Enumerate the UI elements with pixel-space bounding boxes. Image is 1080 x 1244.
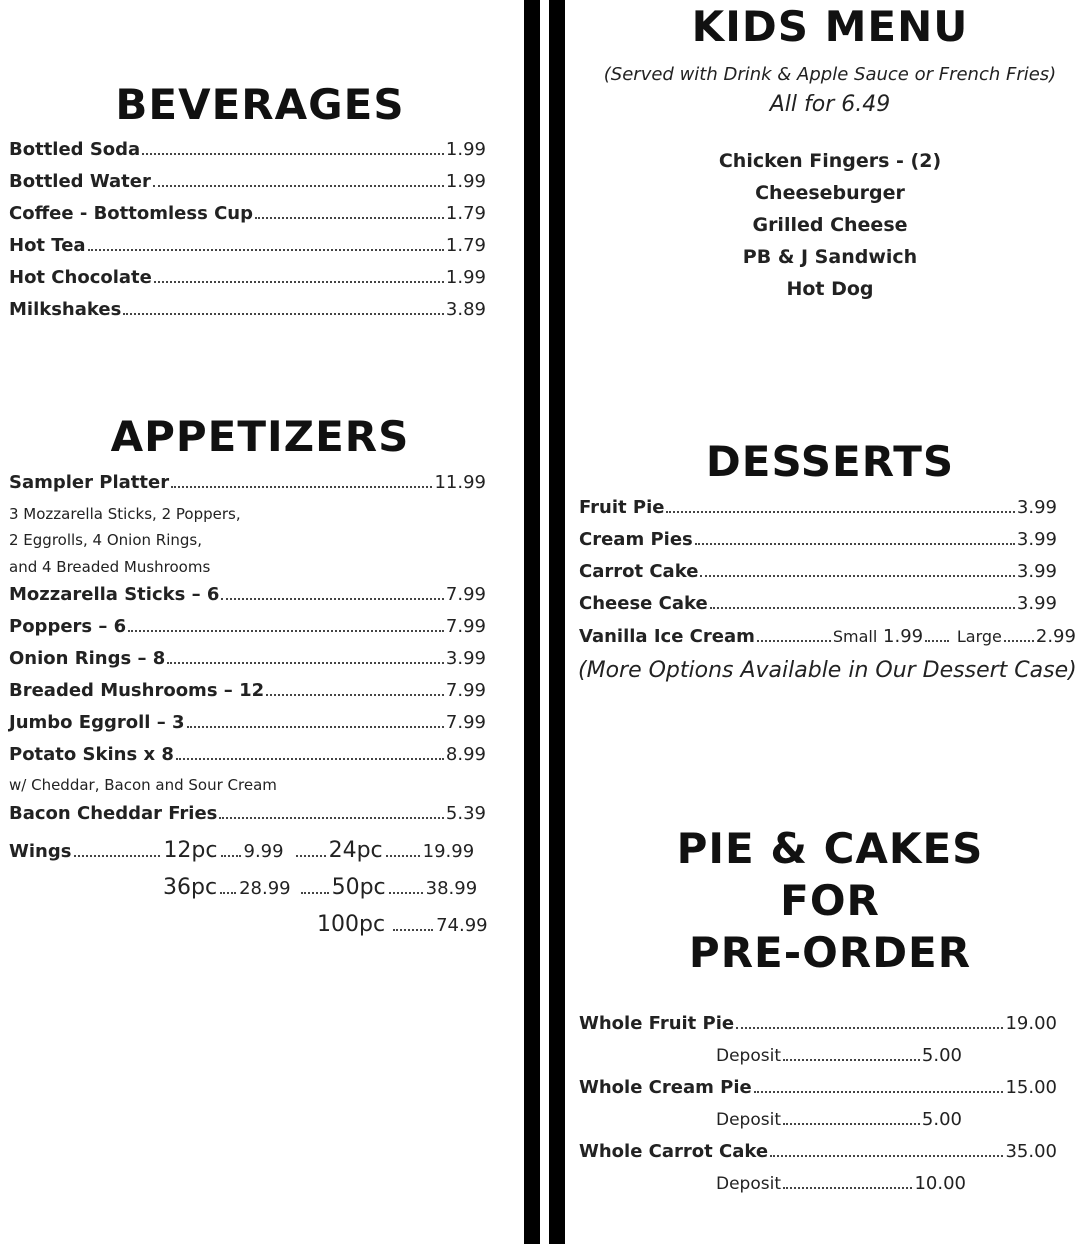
item-name: Mozzarella Sticks – 6 xyxy=(9,584,220,605)
item-price: 15.00 xyxy=(1005,1077,1057,1098)
item-name: Bacon Cheddar Fries xyxy=(9,803,218,824)
item-name: Whole Carrot Cake xyxy=(579,1141,769,1162)
item-name: Carrot Cake xyxy=(579,561,699,582)
leader-dots xyxy=(925,640,949,642)
leader-dots xyxy=(770,1155,1003,1157)
menu-item xyxy=(579,593,1057,619)
menu-item xyxy=(579,1141,1057,1167)
leader-dots xyxy=(153,185,444,187)
kids-item: Grilled Cheese xyxy=(752,214,908,236)
item-price: 19.00 xyxy=(1005,1013,1057,1034)
leader-dots xyxy=(88,249,444,251)
leader-dots xyxy=(666,511,1014,513)
item-name: Fruit Pie xyxy=(579,497,665,518)
item-name: Onion Rings – 8 xyxy=(9,648,166,669)
leader-dots xyxy=(171,486,432,488)
menu-item xyxy=(579,497,1057,523)
wing-size: 24pc xyxy=(328,838,383,863)
item-price: 1.79 xyxy=(445,203,486,224)
item-price: 3.99 xyxy=(1016,593,1057,614)
wing-price: 74.99 xyxy=(436,915,488,936)
menu-item xyxy=(9,267,486,293)
leader-dots xyxy=(154,281,444,283)
divider-bar-left xyxy=(524,0,540,1244)
menu-item xyxy=(579,1013,1057,1039)
item-price: 1.79 xyxy=(445,235,486,256)
divider-bar-right xyxy=(549,0,565,1244)
wing-size: 36pc xyxy=(163,875,218,900)
item-price: 1.99 xyxy=(445,171,486,192)
menu-item xyxy=(579,561,1057,587)
item-name: Vanilla Ice Cream xyxy=(579,626,755,647)
item-price: 1.99 xyxy=(445,139,486,160)
desserts-heading: DESSERTS xyxy=(705,437,955,486)
item-name: Sampler Platter xyxy=(9,472,170,493)
item-name: Coffee - Bottomless Cup xyxy=(9,203,253,224)
leader-dots xyxy=(783,1123,920,1125)
menu-item xyxy=(9,472,486,498)
item-price: 8.99 xyxy=(445,744,486,765)
wings-row-2 xyxy=(163,875,477,900)
item-name: Whole Cream Pie xyxy=(579,1077,752,1098)
leader-dots xyxy=(301,892,329,894)
kids-item: Hot Dog xyxy=(786,278,874,300)
leader-dots xyxy=(389,892,423,894)
item-price: 1.99 xyxy=(445,267,486,288)
item-price: 7.99 xyxy=(445,680,486,701)
leader-dots xyxy=(221,855,241,857)
beverages-heading: BEVERAGES xyxy=(115,80,405,129)
item-price: 7.99 xyxy=(445,712,486,733)
leader-dots xyxy=(123,313,444,315)
menu-item xyxy=(9,616,486,642)
wing-price: 38.99 xyxy=(425,878,478,899)
menu-item xyxy=(9,139,486,165)
item-name: Jumbo Eggroll – 3 xyxy=(9,712,185,733)
deposit-label: Deposit xyxy=(716,1110,781,1130)
size-label: Small xyxy=(832,627,878,646)
leader-dots xyxy=(187,726,444,728)
deposit-label: Deposit xyxy=(716,1046,781,1066)
kids-item: PB & J Sandwich xyxy=(742,246,918,268)
menu-item xyxy=(9,680,486,706)
wings-row-3 xyxy=(317,912,488,937)
deposit-price: 5.00 xyxy=(921,1045,962,1066)
item-name: Cream Pies xyxy=(579,529,693,550)
deposit-row xyxy=(716,1109,962,1135)
item-description: 3 Mozzarella Sticks, 2 Poppers, xyxy=(9,505,241,523)
menu-item xyxy=(579,1077,1057,1103)
item-name: Potato Skins x 8 xyxy=(9,744,174,765)
item-price: 11.99 xyxy=(434,472,486,493)
item-name: Whole Fruit Pie xyxy=(579,1013,735,1034)
menu-item xyxy=(579,626,1076,652)
item-price: 3.99 xyxy=(1016,497,1057,518)
leader-dots xyxy=(1004,640,1034,642)
item-name: Milkshakes xyxy=(9,299,122,320)
dessert-case-note: (More Options Available in Our Dessert Case) xyxy=(578,658,1077,683)
leader-dots xyxy=(710,607,1015,609)
preorder-heading-line-1: PIE & CAKES xyxy=(676,824,984,873)
wing-size: 50pc xyxy=(331,875,386,900)
item-price: 5.39 xyxy=(445,803,486,824)
menu-item xyxy=(9,299,486,325)
wing-size: 12pc xyxy=(163,838,218,863)
wings-row-1 xyxy=(9,838,474,863)
leader-dots xyxy=(757,640,831,642)
leader-dots xyxy=(783,1187,912,1189)
item-price: 3.99 xyxy=(1016,561,1057,582)
kids-price-line: All for 6.49 xyxy=(769,92,891,117)
item-name: Breaded Mushrooms – 12 xyxy=(9,680,265,701)
wing-price: 9.99 xyxy=(243,841,284,862)
deposit-row xyxy=(716,1173,966,1199)
leader-dots xyxy=(142,153,444,155)
menu-item xyxy=(9,648,486,674)
size-label: Large xyxy=(956,627,1002,646)
deposit-label: Deposit xyxy=(716,1174,781,1194)
item-price: 2.99 xyxy=(1035,626,1076,647)
leader-dots xyxy=(266,694,444,696)
item-name: Bottled Water xyxy=(9,171,151,192)
kids-served-note: (Served with Drink & Apple Sauce or French Fries) xyxy=(603,64,1057,85)
item-price: 7.99 xyxy=(445,616,486,637)
preorder-heading-line-3: PRE-ORDER xyxy=(688,928,972,977)
menu-item xyxy=(9,712,486,738)
menu-item xyxy=(9,803,486,829)
leader-dots xyxy=(220,892,236,894)
wing-price: 28.99 xyxy=(239,878,291,899)
leader-dots xyxy=(386,855,420,857)
leader-dots xyxy=(393,929,433,931)
item-name: Hot Chocolate xyxy=(9,267,152,288)
kids-menu-heading: KIDS MENU xyxy=(691,2,969,51)
menu-item xyxy=(9,235,486,261)
item-name: Hot Tea xyxy=(9,235,86,256)
leader-dots xyxy=(736,1027,1003,1029)
leader-dots xyxy=(783,1059,920,1061)
menu-item xyxy=(579,529,1057,555)
menu-item xyxy=(9,744,486,770)
wing-size: 100pc xyxy=(317,912,386,937)
leader-dots xyxy=(255,217,444,219)
menu-item xyxy=(9,171,486,197)
leader-dots xyxy=(754,1091,1004,1093)
item-name: Cheese Cake xyxy=(579,593,708,614)
leader-dots xyxy=(700,575,1015,577)
menu-item xyxy=(9,584,486,610)
preorder-heading-line-2: FOR xyxy=(780,876,880,925)
leader-dots xyxy=(74,855,160,857)
item-description: 2 Eggrolls, 4 Onion Rings, xyxy=(9,531,202,549)
leader-dots xyxy=(221,598,444,600)
item-name: Wings xyxy=(9,841,72,862)
kids-item: Cheeseburger xyxy=(755,182,905,204)
leader-dots xyxy=(296,855,326,857)
item-description: and 4 Breaded Mushrooms xyxy=(9,558,211,576)
appetizers-heading: APPETIZERS xyxy=(110,412,410,461)
leader-dots xyxy=(219,817,444,819)
leader-dots xyxy=(695,543,1015,545)
kids-item: Chicken Fingers - (2) xyxy=(718,150,942,172)
item-name: Poppers – 6 xyxy=(9,616,127,637)
leader-dots xyxy=(167,662,444,664)
deposit-price: 5.00 xyxy=(921,1109,962,1130)
item-price: 3.89 xyxy=(445,299,486,320)
item-price: 7.99 xyxy=(445,584,486,605)
deposit-row xyxy=(716,1045,962,1071)
wing-price: 19.99 xyxy=(422,841,475,862)
item-price: 3.99 xyxy=(445,648,486,669)
deposit-price: 10.00 xyxy=(914,1173,966,1194)
item-description: w/ Cheddar, Bacon and Sour Cream xyxy=(9,776,277,794)
item-price: 3.99 xyxy=(1016,529,1057,550)
item-name: Bottled Soda xyxy=(9,139,141,160)
item-price: 35.00 xyxy=(1005,1141,1057,1162)
item-price: 1.99 xyxy=(883,626,924,647)
menu-item xyxy=(9,203,486,229)
leader-dots xyxy=(128,630,444,632)
leader-dots xyxy=(176,758,444,760)
